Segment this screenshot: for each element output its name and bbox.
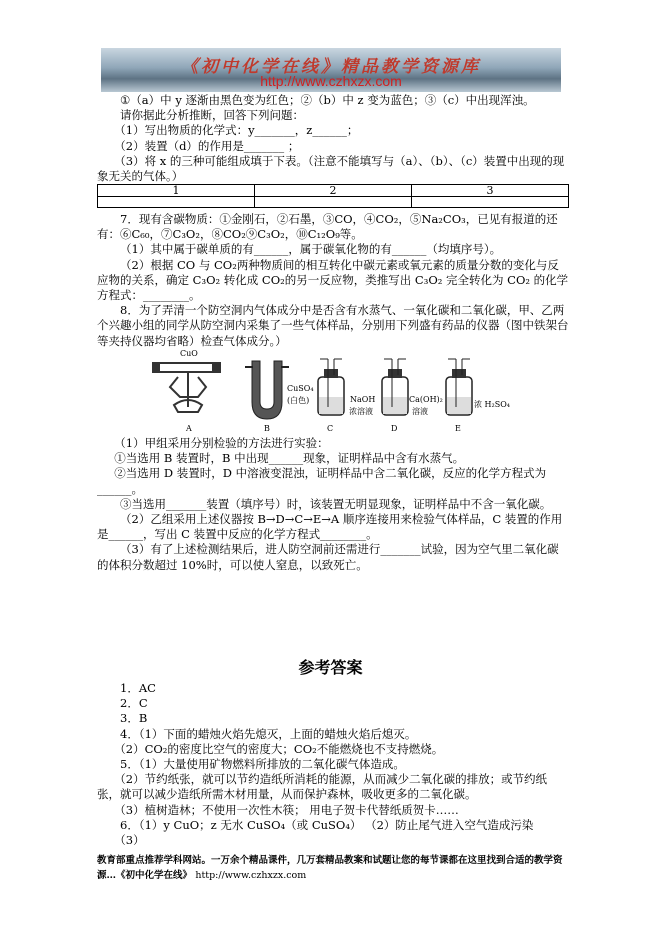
answer-item: 2．C bbox=[120, 696, 148, 711]
limewater-label: Ca(OH)₂ bbox=[409, 395, 443, 404]
site-banner bbox=[101, 48, 561, 92]
answer-item: 4．（1）下面的蜡烛火焰先熄灭，上面的蜡烛火焰后熄灭。 bbox=[120, 726, 417, 741]
banner-title: 《初中化学在线》精品教学资源库 bbox=[181, 57, 481, 77]
apparatus-a bbox=[152, 349, 220, 433]
table-header: 1 bbox=[98, 185, 255, 197]
banner-url: http://www.czhxzx.com bbox=[260, 73, 402, 89]
apparatus-figure bbox=[150, 347, 510, 435]
label-c: C bbox=[327, 424, 334, 433]
question-7-8 bbox=[97, 212, 569, 349]
question-8-part-3: （3）有了上述检测结果后，进人防空洞前还需进行_______试验，因为空气里二氧化碳的体积分数超过 10%时，可以使人窒息，以致死亡。 bbox=[97, 542, 559, 572]
label-b: B bbox=[264, 424, 270, 433]
question-8: 8．为了弄清一个防空洞内气体成分中是否含有水蒸气、一氧化碳和二氧化碳，甲、乙两个兴趣小组的同学从防空洞内采集了一些气体样品，分别用下列盛有药品的仪器（图中铁架台等夹持仪器均省略）检查气体成分。） bbox=[97, 303, 569, 348]
naoh-label: NaOH bbox=[350, 395, 376, 404]
answer-table bbox=[97, 184, 569, 208]
sub-question-3: （3）将 x 的三种可能组成填于下表。（注意不能填写与（a）、（b）、（c）装置中出现的现象无关的气体。） bbox=[97, 153, 565, 184]
footer bbox=[97, 853, 569, 883]
answers-list bbox=[97, 681, 569, 848]
label-a: A bbox=[186, 424, 192, 433]
answer-item: 1．AC bbox=[120, 681, 156, 695]
answers-title: 参考答案 bbox=[298, 658, 363, 677]
solution-label: 溶液 bbox=[412, 407, 428, 416]
table-cell bbox=[98, 197, 255, 208]
answer-item: 6．（1）y CuO；z 无水 CuSO₄（或 CuSO₄） （2）防止尾气进入空气造成污染 bbox=[120, 817, 534, 832]
footer-url[interactable]: http://www.czhxzx.com bbox=[195, 870, 307, 881]
table-cell bbox=[412, 197, 569, 208]
question-7-part-1: （1）其中属于碳单质的有______，属于碳氧化物的有______（均填序号）。 bbox=[120, 242, 502, 257]
table-header: 3 bbox=[412, 185, 569, 197]
question-8-part-1: （1）甲组采用分别检验的方法进行实验： bbox=[114, 436, 329, 450]
table-cell bbox=[255, 197, 412, 208]
question-8-part-1-a: ①当选用 B 装置时，B 中出现______现象，证明样品中含有水蒸气。 bbox=[114, 451, 465, 466]
answer-item: （3） bbox=[114, 833, 145, 848]
table-header: 2 bbox=[255, 185, 412, 197]
question-8-part-1-c: ③当选用_______装置（填序号）时，该装置无明显现象，证明样品中不含一氧化碳。 bbox=[120, 496, 552, 511]
cuo-label: CuO bbox=[180, 349, 198, 358]
question-6-continued bbox=[97, 93, 569, 184]
question-7-part-2: （2）根据 CO 与 CO₂两种物质间的相互转化中碳元素或氧元素的质量分数的变化与反应物的关系，确定 C₃O₂ 转化成 CO₂的另一反应物，类推写出 C₃O₂ 完全转化为 CO₂ 的化学方程式：________。 bbox=[97, 257, 569, 303]
footer-text: 教育部重点推荐学科网站。一万余个精品课件，几万套精品教案和试题让您的每节课都在这里找到合适的教学资源…《初中化学在线》 bbox=[97, 855, 563, 881]
apparatus-b bbox=[245, 361, 314, 433]
sub-question-2: （2）装置（d）的作用是_______ ； bbox=[114, 138, 300, 153]
observation-line: ①（a）中 y 逐渐由黑色变为红色；②（b）中 z 变为蓝色；③（c）中出现浑浊。 bbox=[120, 93, 535, 107]
h2so4-label: 浓 H₂SO₄ bbox=[474, 400, 510, 409]
white-label: (白色) bbox=[287, 396, 310, 405]
instruction-line: 请你据此分析推断，回答下列问题： bbox=[120, 108, 304, 123]
answer-item: 5．（1）大量使用矿物燃料所排放的二氧化碳气体造成。 bbox=[120, 757, 405, 772]
apparatus-d bbox=[382, 359, 443, 433]
answer-item: 3．B bbox=[120, 711, 148, 726]
label-d: D bbox=[391, 424, 398, 433]
question-8-parts bbox=[97, 436, 569, 573]
question-8-part-2: （2）乙组采用上述仪器按 B→D→C→E→A 顺序连接用来检验气体样品，C 装置的作用是______，写出 C 装置中反应的化学方程式________。 bbox=[97, 512, 563, 542]
label-e: E bbox=[455, 424, 461, 433]
cuso4-label: CuSO₄ bbox=[287, 384, 314, 393]
question-8-part-1-b: ②当选用 D 装置时，D 中溶液变混浊，证明样品中含二氧化碳，反应的化学方程式为______。 bbox=[97, 466, 547, 496]
naoh-conc-label: 浓溶液 bbox=[349, 407, 373, 416]
question-7: 7．现有含碳物质：①金刚石，②石墨，③CO，④CO₂，⑤Na₂CO₃，已见有报道的还有：⑥C₆₀，⑦C₃O₂，⑧CO₂⑨C₃O₂，⑩C₁₂O₉等。 bbox=[97, 212, 558, 242]
answer-item: （2）节约纸张，就可以节约造纸所消耗的能源，从而减少二氧化碳的排放；或节约纸张，就可以减少造纸所需木材用量，从而保护森林，吸收更多的二氧化碳。 bbox=[97, 772, 548, 802]
apparatus-e bbox=[446, 359, 510, 433]
answer-item: （3）植树造林；不使用一次性木筷； 用电子贺卡代替纸质贺卡…… bbox=[114, 802, 459, 817]
apparatus-c bbox=[318, 359, 375, 433]
answer-item: （2）CO₂的密度比空气的密度大；CO₂不能燃烧也不支持燃烧。 bbox=[114, 741, 444, 756]
sub-question-1: （1）写出物质的化学式：y_______，z______； bbox=[114, 123, 359, 138]
